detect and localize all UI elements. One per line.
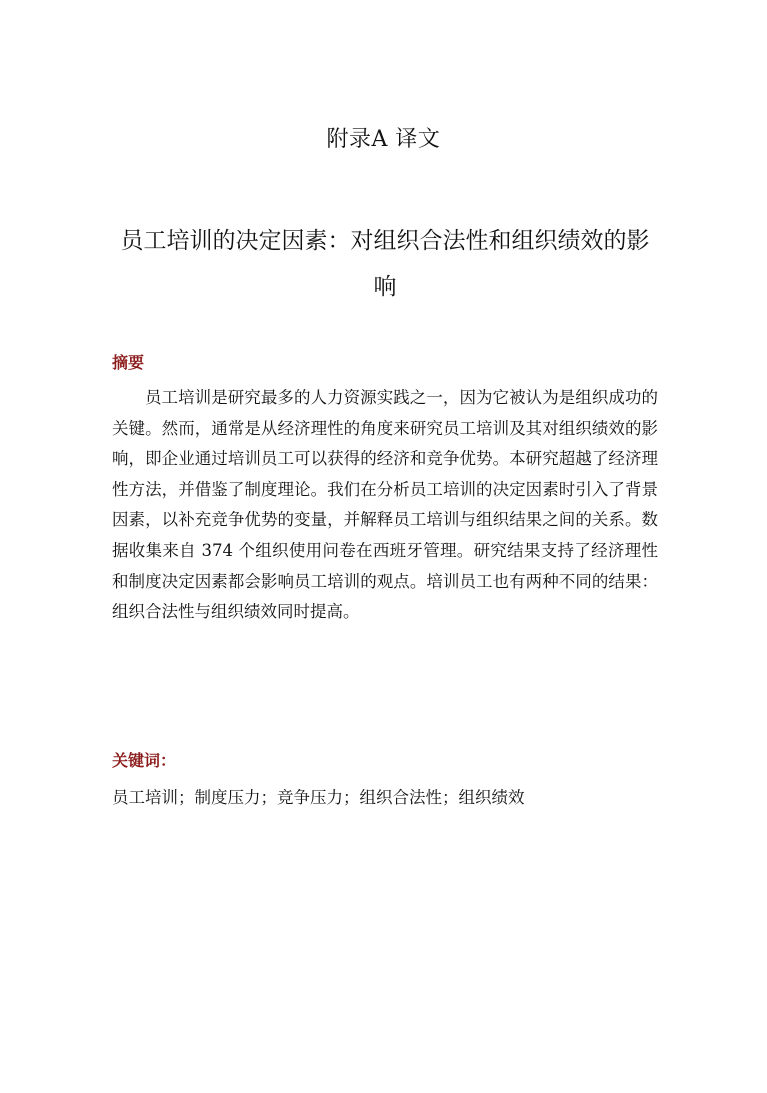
keywords-body: 员工培训；制度压力；竞争压力；组织合法性；组织绩效 <box>112 788 525 807</box>
appendix-title: 附录A 译文 <box>326 127 441 152</box>
keywords-heading: 关键词： <box>112 751 177 770</box>
document-title: 员工培训的决定因素：对组织合法性和组织绩效的影响 <box>120 228 650 300</box>
abstract-heading: 摘要 <box>112 353 145 372</box>
abstract-body: 员工培训是研究最多的人力资源实践之一，因为它被认为是组织成功的关键。然而，通常是从经济理性的角度来研究员工培训及其对组织绩效的影响，即企业通过培训员工可以获得的经济和竞争优势。本研究超越了经济理性方法，并借鉴了制度理论。我们在分析员工培训的决定因素时引入了背景因素，以补充竞争优势的变量，并解释员工培训与组织结果之间的关系。数据收集来自 374 个组织使用问卷在西班牙管理。研究结果支持了经济理性和制度决定因素都会影响员工培训的观点。培训员工也有两种不同的结果：组织合法性与组织绩效同时提高。 <box>112 388 658 622</box>
